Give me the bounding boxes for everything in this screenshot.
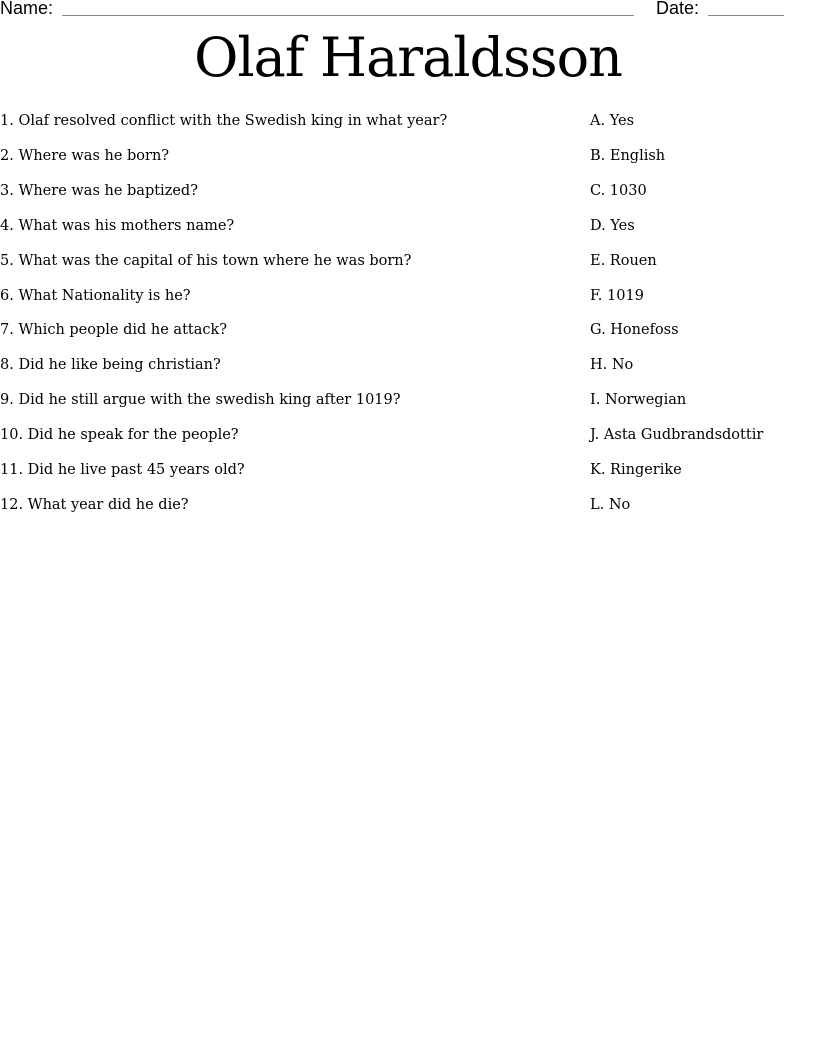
question-item: 11. Did he live past 45 years old? — [0, 462, 245, 478]
question-item: 3. Where was he baptized? — [0, 182, 198, 199]
answer-item: F. 1019 — [590, 287, 644, 304]
question-item: 5. What was the capital of his town where he was born? — [0, 252, 412, 269]
answer-item: E. Rouen — [590, 252, 657, 269]
answer-item: C. 1030 — [590, 182, 647, 199]
date-field[interactable] — [708, 15, 784, 16]
question-item: 10. Did he speak for the people? — [0, 427, 239, 444]
question-item: 8. Did he like being christian? — [0, 357, 221, 374]
answer-item: K. Ringerike — [590, 462, 682, 478]
answer-item: J. Asta Gudbrandsdottir — [590, 427, 764, 444]
question-item: 6. What Nationality is he? — [0, 287, 191, 304]
question-item: 7. Which people did he attack? — [0, 322, 228, 339]
name-label: Name: — [0, 0, 54, 18]
answer-item: D. Yes — [590, 217, 635, 234]
name-field[interactable] — [62, 15, 634, 16]
answer-item: A. Yes — [590, 113, 635, 129]
question-item: 1. Olaf resolved conflict with the Swedish king in what year? — [0, 113, 448, 129]
question-item: 4. What was his mothers name? — [0, 217, 235, 234]
date-label: Date: — [656, 0, 700, 18]
question-item: 9. Did he still argue with the swedish king after 1019? — [0, 392, 401, 409]
answer-item: G. Honefoss — [590, 322, 679, 339]
worksheet-header — [0, 0, 816, 22]
answer-item: I. Norwegian — [590, 392, 687, 409]
page-title: Olaf Haraldsson — [194, 26, 622, 89]
answer-item: L. No — [590, 496, 631, 513]
answer-item: B. English — [590, 147, 666, 164]
question-item: 2. Where was he born? — [0, 147, 170, 164]
answer-item: H. No — [590, 357, 634, 374]
question-item: 12. What year did he die? — [0, 496, 189, 513]
